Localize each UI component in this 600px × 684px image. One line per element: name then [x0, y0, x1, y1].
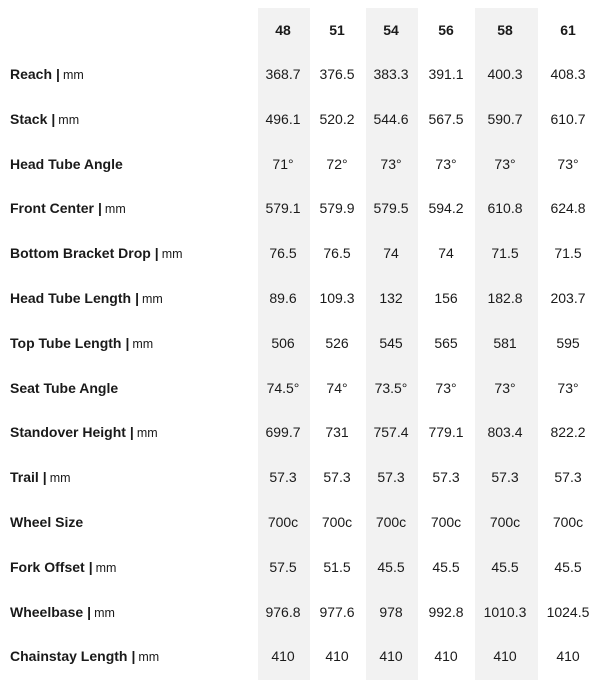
table-cell: 410	[271, 648, 295, 665]
unit-separator: |	[98, 200, 102, 217]
row-label-text: Wheel Size	[10, 514, 84, 530]
row-unit: mm	[49, 471, 71, 486]
row-label-text: Trail	[10, 469, 39, 486]
table-cell: 544.6	[373, 110, 409, 127]
table-cell: 57.3	[491, 469, 519, 486]
row-unit: mm	[58, 112, 80, 127]
row-label	[10, 380, 118, 396]
row-label	[10, 66, 84, 82]
size-header-48: 48	[275, 22, 291, 38]
table-cell: 978	[379, 603, 403, 620]
row-label-text: Stack	[10, 110, 48, 127]
row-unit: mm	[138, 650, 160, 665]
table-cell: 182.8	[487, 290, 523, 306]
row-label	[10, 559, 116, 575]
row-unit: mm	[142, 292, 163, 306]
table-cell: 822.2	[550, 424, 586, 441]
table-cell: 45.5	[554, 558, 582, 575]
table-cell: 410	[493, 648, 517, 665]
table-cell: 700c	[267, 514, 299, 530]
table-cell: 803.4	[487, 424, 523, 441]
table-cell: 73.5°	[374, 379, 408, 396]
table-cell: 73°	[435, 155, 457, 172]
table-cell: 57.3	[554, 469, 582, 486]
table-cell: 76.5	[269, 245, 297, 262]
row-label	[10, 514, 83, 530]
size-header-56: 56	[438, 22, 454, 38]
table-cell: 74	[383, 245, 399, 262]
table-cell: 400.3	[487, 66, 523, 82]
unit-separator: |	[125, 334, 130, 351]
table-cell: 73°	[557, 155, 579, 172]
table-row	[0, 590, 600, 634]
row-label-text: Standover Height	[10, 424, 126, 441]
table-cell: 506	[271, 334, 295, 351]
table-cell: 526	[325, 334, 349, 351]
unit-separator: |	[51, 110, 56, 127]
table-cell: 57.3	[432, 469, 460, 486]
table-row	[0, 276, 600, 320]
table-row	[0, 366, 600, 410]
row-unit: mm	[161, 247, 183, 262]
table-cell: 71°	[272, 155, 294, 172]
table-cell: 57.3	[269, 469, 297, 486]
size-header-58: 58	[497, 22, 513, 38]
table-cell: 376.5	[319, 66, 355, 82]
table-cell: 410	[434, 648, 458, 665]
table-row	[0, 97, 600, 141]
table-cell: 408.3	[550, 66, 586, 82]
row-label-text: Chainstay Length	[10, 648, 128, 665]
unit-separator: |	[131, 648, 136, 665]
row-label	[10, 335, 153, 351]
table-cell: 581	[493, 334, 517, 351]
size-header-51: 51	[329, 22, 345, 38]
table-cell: 74	[438, 245, 454, 262]
table-cell: 700c	[552, 514, 584, 530]
row-label	[10, 290, 163, 306]
table-cell: 700c	[489, 514, 521, 530]
table-cell: 57.3	[323, 469, 351, 486]
row-label	[10, 469, 71, 485]
table-cell: 89.6	[269, 290, 297, 306]
table-cell: 579.9	[319, 200, 355, 217]
table-cell: 391.1	[428, 66, 464, 82]
table-cell: 74.5°	[266, 379, 300, 396]
unit-separator: |	[135, 290, 139, 306]
table-cell: 567.5	[428, 110, 464, 127]
table-cell: 992.8	[428, 603, 464, 620]
table-row	[0, 545, 600, 589]
row-label	[10, 245, 183, 261]
table-cell: 731	[325, 424, 349, 441]
table-cell: 976.8	[265, 603, 301, 620]
table-cell: 700c	[375, 514, 407, 530]
table-cell: 51.5	[323, 558, 351, 575]
unit-separator: |	[154, 245, 159, 262]
row-label-text: Seat Tube Angle	[10, 379, 119, 396]
table-row	[0, 142, 600, 186]
row-label-text: Top Tube Length	[10, 334, 122, 351]
table-cell: 700c	[430, 514, 462, 530]
table-cell: 699.7	[265, 424, 301, 441]
table-cell: 410	[379, 648, 403, 665]
table-cell: 73°	[494, 379, 516, 396]
row-label	[10, 424, 158, 440]
table-row	[0, 500, 600, 544]
row-label	[10, 604, 115, 620]
table-row	[0, 455, 600, 499]
table-cell: 757.4	[373, 424, 409, 441]
table-cell: 73°	[557, 379, 579, 396]
table-cell: 579.1	[265, 200, 301, 217]
table-row	[0, 186, 600, 230]
row-label-text: Reach	[10, 66, 53, 82]
row-label	[10, 156, 123, 172]
row-label-text: Fork Offset	[10, 558, 85, 575]
table-cell: 72°	[326, 155, 348, 172]
row-label-text: Front Center	[10, 200, 94, 217]
row-unit: mm	[136, 426, 158, 441]
table-cell: 45.5	[377, 558, 405, 575]
table-cell: 203.7	[550, 290, 586, 306]
row-unit: mm	[95, 560, 117, 575]
table-cell: 977.6	[319, 603, 355, 620]
table-row	[0, 231, 600, 275]
row-label	[10, 648, 159, 664]
table-cell: 624.8	[550, 200, 586, 217]
table-cell: 610.8	[487, 200, 523, 217]
table-cell: 410	[556, 648, 580, 665]
table-row	[0, 321, 600, 365]
table-cell: 545	[379, 334, 403, 351]
table-cell: 383.3	[373, 66, 409, 82]
table-row	[0, 410, 600, 454]
table-cell: 109.3	[319, 290, 355, 306]
table-cell: 45.5	[432, 558, 460, 575]
table-cell: 71.5	[491, 245, 519, 262]
table-cell: 1024.5	[546, 603, 590, 620]
table-cell: 71.5	[554, 245, 582, 262]
table-cell: 610.7	[550, 110, 586, 127]
size-header-row	[0, 8, 600, 52]
table-cell: 45.5	[491, 558, 519, 575]
row-unit: mm	[104, 202, 126, 217]
unit-separator: |	[88, 558, 93, 575]
row-unit: mm	[132, 336, 154, 351]
table-cell: 579.5	[373, 200, 409, 217]
size-header-54: 54	[383, 22, 399, 38]
unit-separator: |	[87, 603, 92, 620]
table-cell: 76.5	[323, 245, 351, 262]
unit-separator: |	[129, 424, 134, 441]
row-unit: mm	[94, 605, 115, 620]
table-cell: 368.7	[265, 66, 301, 82]
row-label-text: Head Tube Length	[10, 290, 132, 306]
table-cell: 496.1	[265, 110, 301, 127]
table-cell: 1010.3	[483, 603, 527, 620]
row-unit: mm	[62, 68, 84, 82]
row-label-text: Head Tube Angle	[10, 155, 123, 172]
table-row	[0, 634, 600, 678]
table-cell: 73°	[435, 379, 457, 396]
table-row	[0, 52, 600, 96]
size-header-61: 61	[560, 22, 576, 38]
table-cell: 594.2	[428, 200, 464, 217]
table-cell: 700c	[321, 514, 353, 530]
table-cell: 132	[379, 290, 403, 306]
table-cell: 57.3	[377, 469, 405, 486]
unit-separator: |	[56, 66, 60, 82]
unit-separator: |	[42, 469, 47, 486]
table-cell: 590.7	[487, 110, 523, 127]
table-cell: 779.1	[428, 424, 464, 441]
row-label-text: Wheelbase	[10, 603, 84, 620]
table-cell: 156	[434, 290, 458, 306]
table-cell: 520.2	[319, 110, 355, 127]
table-cell: 410	[325, 648, 349, 665]
row-label-text: Bottom Bracket Drop	[10, 245, 151, 262]
table-cell: 57.5	[269, 558, 297, 575]
table-cell: 73°	[380, 155, 402, 172]
table-cell: 73°	[494, 155, 516, 172]
table-cell: 74°	[326, 379, 348, 396]
row-label	[10, 111, 79, 127]
table-cell: 565	[434, 334, 458, 351]
row-label	[10, 200, 126, 216]
table-cell: 595	[556, 334, 580, 351]
